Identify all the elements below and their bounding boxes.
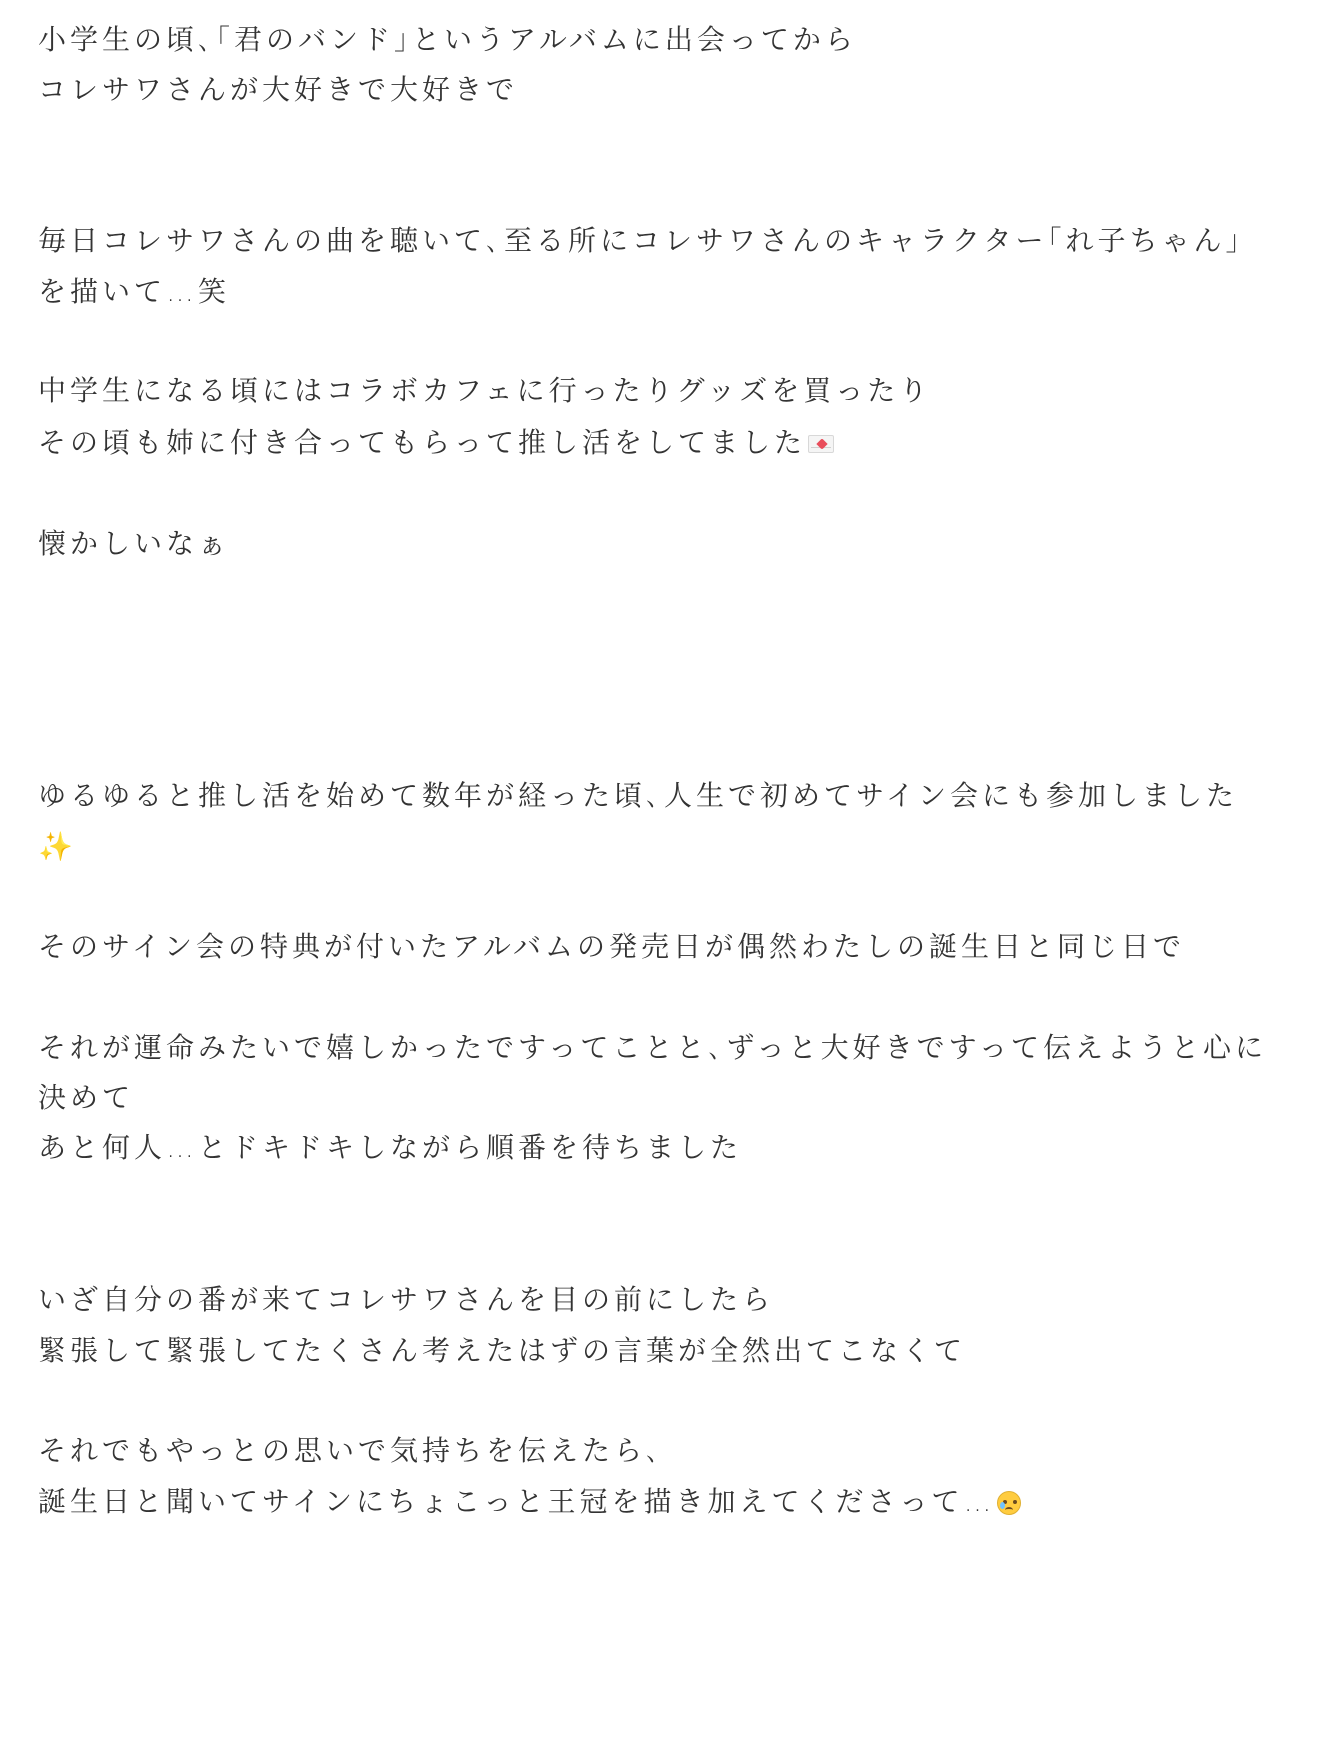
text-line-10	[38, 927, 1185, 967]
sparkles-icon: ✨	[38, 830, 73, 863]
text-line-5-text: 中学生になる頃にはコラボカフェに行ったりグッズを買ったり	[38, 374, 932, 407]
tear-drop	[1000, 1502, 1005, 1509]
text-line-11	[38, 1028, 1267, 1068]
text-line-16	[38, 1431, 664, 1471]
text-line-13-text: あと何人…とドキドキしながら順番を待ちました	[38, 1131, 743, 1164]
text-line-14-text: いざ自分の番が来てコレサワさんを目の前にしたら	[38, 1283, 775, 1316]
text-line-15-text: 緊張して緊張してたくさん考えたはずの言葉が全然出てこなくて	[38, 1334, 967, 1367]
text-line-4-text: を描いて…笑	[38, 275, 231, 308]
text-line-8-text: ゆるゆると推し活を始めて数年が経った頃､人生で初めてサイン会にも参加しました	[38, 779, 1239, 812]
text-line-13	[38, 1128, 742, 1168]
text-line-16-text: それでもやっとの思いで気持ちを伝えたら､	[38, 1434, 665, 1467]
text-line-10-text: そのサイン会の特典が付いたアルバムの発売日が偶然わたしの誕生日と同じ日で	[38, 930, 1185, 963]
text-line-6-text: その頃も姉に付き合ってもらって推し活をしてました	[38, 426, 807, 459]
text-line-17-text: 誕生日と聞いてサインにちょこっと王冠を描き加えてくださって…	[38, 1485, 996, 1518]
text-line-2-text: コレサワさんが大好きで大好きで	[38, 73, 519, 106]
text-line-8	[38, 776, 1238, 816]
love-letter-icon	[808, 435, 834, 453]
crying-face-icon	[997, 1491, 1021, 1515]
text-line-12	[38, 1078, 134, 1118]
text-line-2	[38, 70, 518, 110]
text-line-11-text: それが運命みたいで嬉しかったですってことと､ずっと大好きですって伝えようと心に	[38, 1031, 1267, 1064]
text-line-1	[38, 20, 857, 60]
text-line-17	[38, 1482, 1021, 1522]
text-line-3	[38, 221, 1243, 261]
text-line-15	[38, 1331, 966, 1371]
text-line-7-text: 懐かしいなぁ	[38, 527, 231, 560]
text-line-3-text: 毎日コレサワさんの曲を聴いて､至る所にコレサワさんのキャラクター｢れ子ちゃん｣	[38, 224, 1244, 257]
text-line-14	[38, 1280, 774, 1320]
text-line-5	[38, 371, 931, 411]
text-line-6	[38, 423, 834, 463]
text-line-4	[38, 272, 230, 312]
text-line-1-text: 小学生の頃､｢君のバンド｣というアルバムに出会ってから	[38, 23, 857, 56]
text-line-9	[38, 827, 73, 867]
text-line-7	[38, 524, 230, 564]
text-line-12-text: 決めて	[38, 1081, 135, 1114]
